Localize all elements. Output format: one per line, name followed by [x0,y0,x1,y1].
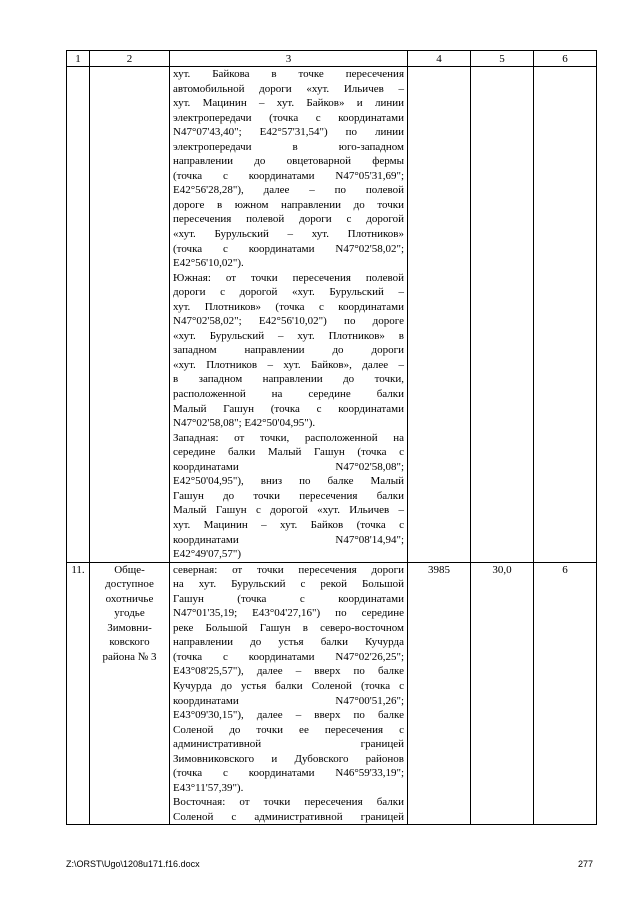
description-line: координатами N47°00'51,26"; [173,694,404,707]
column-header-6: 6 [534,51,597,67]
description-line: направлении до овцетоварной фермы [173,155,404,168]
description-line: дороги с дорогой «хут. Бурульский – [173,286,404,299]
document-table [66,50,597,825]
column-header-2: 2 [90,51,170,67]
row-number-cell: 11. [67,562,90,825]
description-line: Кучурда до устья балки Соленой (точка с [173,679,404,692]
table-header-row [67,51,597,67]
description-line: N47°01'35,19; E43°04'27,16") по середине [173,607,404,620]
description-line: Гашун до точки пересечения балки [173,489,404,502]
description-line: на хут. Бурульский с рекой Большой [173,578,404,591]
description-line: E42°56'10,02"). [173,257,244,270]
description-line: западном направлении до дороги [173,344,404,357]
description-line: координатами N47°08'14,94"; [173,533,404,546]
area-name-line: охотничье [105,592,154,605]
description-line: «хут. Плотников – хут. Байков», далее – [173,358,404,371]
boundary-description-cell [170,562,408,825]
category-cell: 6 [534,562,597,825]
description-line: хут. Мацинин – хут. Байков» и линии [173,97,404,110]
description-line: E43°09'30,15"), далее – вверх по балке [173,709,404,722]
description-line: пересечения полевой дороги с дорогой [173,213,404,226]
description-line: N47°07'43,40"; E42°57'31,54") по линии [173,126,404,139]
area-name-line: доступное [105,578,154,591]
column-header-1: 1 [67,51,90,67]
description-line: середине балки Малый Гашун (точка с [173,446,404,459]
footer-file-path: Z:\ORST\Ugo\1208u171.f16.docx [66,859,200,869]
area-name-line: Обще- [114,563,145,576]
area-name-line: Зимовни- [107,621,152,634]
description-line: Южная: от точки пересечения полевой [173,271,404,284]
description-line: N47°02'58,02"; E42°56'10,02") по дороге [173,315,404,328]
description-line: реке Большой Гашун в северо-восточном [173,621,404,634]
row-number-cell [67,67,90,563]
description-line: хут. Байкова в точке пересечения [173,68,404,80]
description-line: E43°11'57,39"). [173,781,244,794]
description-line: в западном направлении до точки, [173,373,404,386]
area-name-cell [90,562,170,825]
column-header-4: 4 [408,51,471,67]
area-cell [408,67,471,563]
description-line: Малый Гашун (точка с координатами [173,402,404,415]
description-line: расположенной на середине балки [173,388,404,401]
description-line: автомобильной дороги «хут. Ильичев – [173,82,404,95]
boundary-description-cell [170,67,408,563]
description-line: направлении до устья балки Кучурда [173,636,404,649]
description-line: E43°08'25,57"), далее – вверх по балке [173,665,404,678]
category-cell [534,67,597,563]
description-line: Зимовниковского и Дубовского районов [173,752,404,765]
description-line: (точка с координатами N46°59'33,19"; [173,767,404,780]
description-line: «хут. Бурульский – хут. Плотников» в [173,329,404,342]
density-cell [471,67,534,563]
description-line: электропередачи (точка с координатами [173,111,404,124]
area-name-line: угодье [114,607,145,620]
description-line: координатами N47°02'58,08"; [173,460,404,473]
description-line: хут. Мацинин – хут. Байков (точка с [173,518,404,531]
description-line: «хут. Бурульский – хут. Плотников» [173,228,404,241]
description-line: E42°50'04,95"), вниз по балке Малый [173,475,404,488]
description-line: дороге в южном направлении до точки [173,198,404,211]
description-line: Малый Гашун с дорогой «хут. Ильичев – [173,504,404,517]
footer-page-number: 277 [578,859,594,869]
description-line: (точка с координатами N47°02'26,25"; [173,650,404,663]
column-header-5: 5 [471,51,534,67]
description-line: E42°56'28,28"), далее – по полевой [173,184,404,197]
description-line: Западная: от точки, расположенной на [173,431,404,444]
description-line: (точка с координатами N47°05'31,69"; [173,169,404,182]
description-line: электропередачи в юго-западном [173,140,404,153]
density-cell: 30,0 [471,562,534,825]
description-line: северная: от точки пересечения дороги [173,563,404,576]
table-row-continuation [67,67,597,563]
description-line: Восточная: от точки пересечения балки [173,796,404,809]
description-line: Соленой с административной границей [173,810,404,823]
area-name-line: района № 3 [102,650,157,663]
description-line: E42°49'07,57") [173,548,242,561]
description-line: административной границей [173,738,404,751]
table-row-11 [67,562,597,825]
area-cell: 3985 [408,562,471,825]
area-name-line: ковского [109,636,150,649]
description-line: (точка с координатами N47°02'58,02"; [173,242,404,255]
description-line: Гашун (точка с координатами [173,592,404,605]
description-line: Соленой до точки ее пересечения с [173,723,404,736]
area-name-cell [90,67,170,563]
column-header-3: 3 [170,51,408,67]
description-line: N47°02'58,08"; E42°50'04,95"). [173,417,316,430]
description-line: хут. Плотников» (точка с координатами [173,300,404,313]
